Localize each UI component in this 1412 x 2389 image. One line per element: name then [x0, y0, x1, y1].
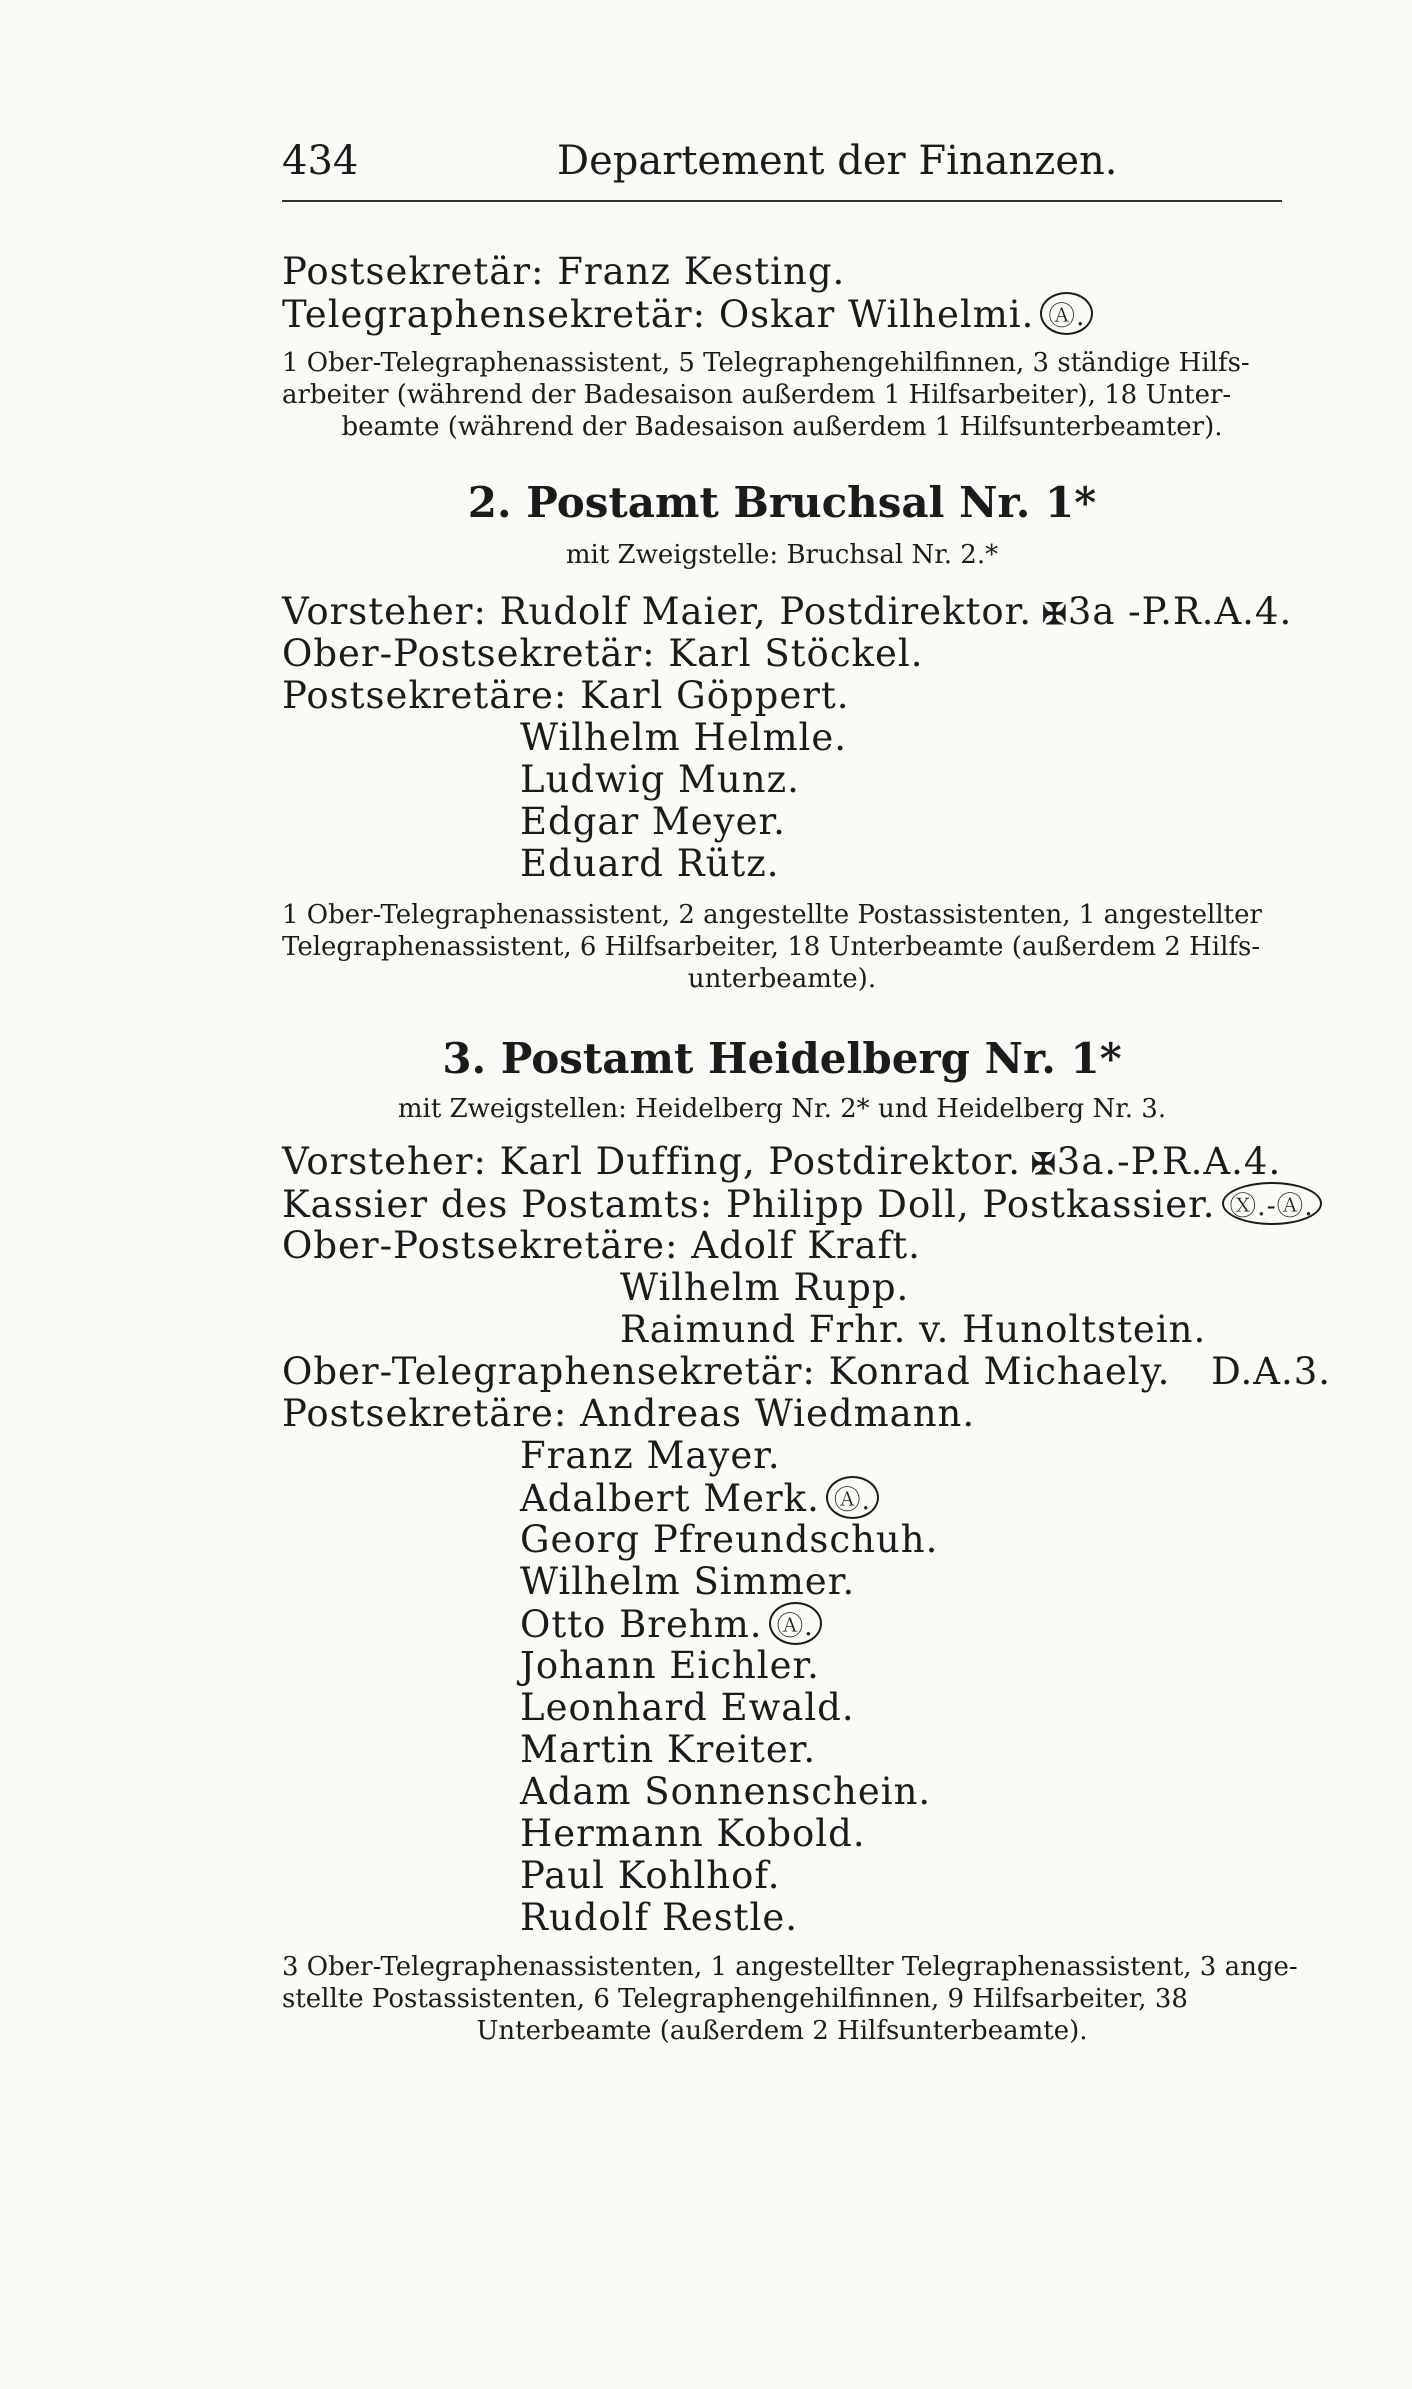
page-number: 434 — [282, 138, 359, 184]
staff-note-line-1: 3 Ober-Telegraphenassistenten, 1 angestellter Telegraphenassistent, 3 ange- — [282, 1952, 1298, 1982]
name-entry: Hermann Kobold. — [520, 1812, 866, 1855]
ober-postsekretaere-line: Ober-Postsekretäre: Adolf Kraft. — [282, 1224, 921, 1267]
name-entry: Franz Mayer. — [520, 1434, 781, 1477]
running-title: Departement der Finanzen. — [557, 138, 1118, 184]
name-entry: Rudolf Restle. — [520, 1896, 799, 1939]
postsekretaere-line-heidelberg: Postsekretäre: Andreas Wiedmann. — [282, 1392, 976, 1435]
name-entry: Johann Eichler. — [520, 1644, 820, 1687]
order-abbreviation: D.A.3. — [1211, 1350, 1332, 1393]
cross-icon: ✠ — [1042, 596, 1068, 631]
award-mark-icon: Ⓐ. — [1040, 292, 1093, 335]
name-entry: Ludwig Munz. — [520, 758, 800, 801]
staff-note-line-3: beamte (während der Badesaison außerdem 1 Hilfsunterbeamter). — [341, 412, 1223, 442]
name-entry: Martin Kreiter. — [520, 1728, 817, 1771]
section-heading-heidelberg: 3. Postamt Heidelberg Nr. 1* — [442, 1034, 1122, 1083]
staff-note-line-3: Unterbeamte (außerdem 2 Hilfsunterbeamte). — [476, 2016, 1088, 2046]
telegraphensekretaer-line — [282, 292, 1093, 336]
name-entry: Wilhelm Rupp. — [620, 1266, 910, 1309]
ober-postsekretaer-line-bruchsal: Ober-Postsekretär: Karl Stöckel. — [282, 632, 924, 675]
name-entry: Wilhelm Simmer. — [520, 1560, 856, 1603]
staff-note-line-1: 1 Ober-Telegraphenassistent, 2 angestellte Postassistenten, 1 angestellter — [282, 900, 1262, 930]
award-mark-icon: Ⓐ. — [826, 1476, 879, 1519]
section-subheading-bruchsal: mit Zweigstelle: Bruchsal Nr. 2.* — [565, 540, 999, 570]
award-mark-icon: Ⓧ.-Ⓐ. — [1222, 1182, 1322, 1225]
name-entry: Leonhard Ewald. — [520, 1686, 855, 1729]
postsekretaere-line-bruchsal: Postsekretäre: Karl Göppert. — [282, 674, 850, 717]
vorsteher-text: Vorsteher: Rudolf Maier, Postdirektor. — [282, 590, 1033, 633]
name-text: Otto Brehm. — [520, 1603, 763, 1646]
name-entry: Adam Sonnenschein. — [520, 1770, 932, 1813]
name-entry: Edgar Meyer. — [520, 800, 786, 843]
vorsteher-text: Vorsteher: Karl Duffing, Postdirektor. — [282, 1140, 1021, 1183]
name-entry: Wilhelm Helmle. — [520, 716, 848, 759]
section-subheading-heidelberg: mit Zweigstellen: Heidelberg Nr. 2* und Heidelberg Nr. 3. — [397, 1094, 1167, 1124]
name-entry — [520, 1602, 822, 1646]
order-abbreviation: 3a -P.R.A.4. — [1067, 590, 1293, 633]
postsekretaer-text: Postsekretär: Franz Kesting. — [282, 250, 846, 293]
staff-note-line-2: Telegraphenassistent, 6 Hilfsarbeiter, 18 Unterbeamte (außerdem 2 Hilfs- — [282, 932, 1261, 962]
name-entry: Paul Kohlhof. — [520, 1854, 781, 1897]
name-entry: Eduard Rütz. — [520, 842, 780, 885]
name-entry: Raimund Frhr. v. Hunoltstein. — [620, 1308, 1207, 1351]
kassier-text: Kassier des Postamts: Philipp Doll, Postkassier. — [282, 1183, 1216, 1226]
name-entry — [520, 1476, 879, 1520]
ober-telegraphensekretaer-text: Ober-Telegraphensekretär: Konrad Michaely. — [282, 1350, 1171, 1393]
ober-telegraphensekretaer-line — [282, 1350, 1331, 1393]
section-heading-bruchsal: 2. Postamt Bruchsal Nr. 1* — [467, 478, 1097, 527]
telegraphensekretaer-text: Telegraphensekretär: Oskar Wilhelmi. — [282, 293, 1035, 336]
page-header — [282, 138, 1282, 198]
postsekretaer-line — [282, 250, 845, 293]
award-mark-icon: Ⓐ. — [769, 1602, 822, 1645]
header-rule — [282, 200, 1282, 202]
staff-note-line-3: unterbeamte). — [687, 964, 877, 994]
order-abbreviation: 3a.-P.R.A.4. — [1056, 1140, 1282, 1183]
staff-note-line-1: 1 Ober-Telegraphenassistent, 5 Telegraphengehilfinnen, 3 ständige Hilfs- — [282, 348, 1250, 378]
vorsteher-line-heidelberg — [282, 1140, 1281, 1183]
staff-note-line-2: stellte Postassistenten, 6 Telegraphengehilfinnen, 9 Hilfsarbeiter, 38 — [282, 1984, 1188, 2014]
cross-icon: ✠ — [1031, 1146, 1057, 1181]
vorsteher-line-bruchsal — [282, 590, 1292, 633]
name-entry: Georg Pfreundschuh. — [520, 1518, 939, 1561]
kassier-line — [282, 1182, 1322, 1226]
staff-note-line-2: arbeiter (während der Badesaison außerdem 1 Hilfsarbeiter), 18 Unter- — [282, 380, 1232, 410]
name-text: Adalbert Merk. — [520, 1477, 820, 1520]
